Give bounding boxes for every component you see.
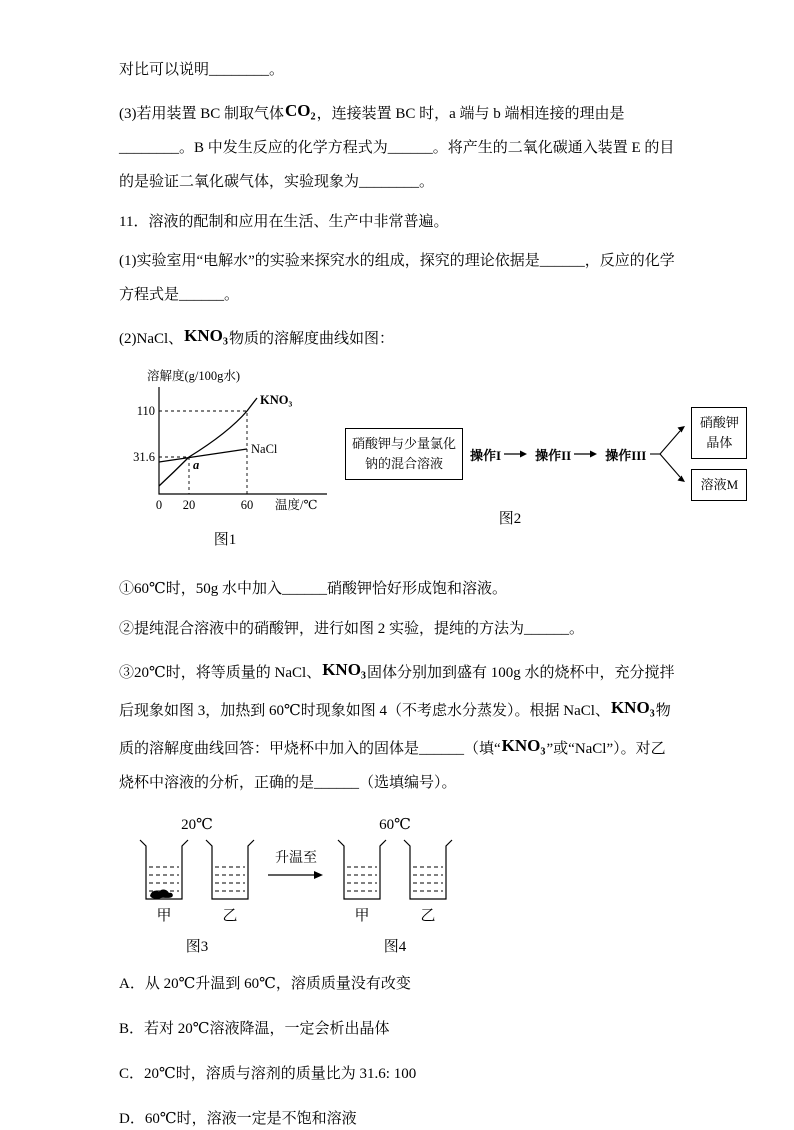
figure2-caption: 图2 [498,511,522,528]
text-run: (3)若用装置 BC 制取气体 [119,105,285,122]
paragraph-question-11-1: (1)实验室用“电解水”的实验来探究水的组成，探究的理论依据是______，反应的化学方程式是______。 [119,253,675,303]
figure4-group [337,815,453,956]
beaker-label-jia: 甲 [156,908,172,924]
figure1-block [119,367,331,549]
beaker-label-jia: 甲 [354,908,370,924]
operation-1-label: 操作I [470,447,502,463]
beaker-yi-fig4 [403,837,453,925]
figure-row-solubility [119,367,779,549]
point-a-label: a [193,458,200,472]
figure3-beaker-row [139,837,255,925]
formula-co2: CO₂ [285,100,316,120]
beaker-label-yi: 乙 [222,908,238,924]
text-run: ③20℃时，将等质量的 NaCl、 [119,664,322,681]
formula-kno3: KNO₃ [610,697,655,717]
kno3-series-label: KNO₃ [260,393,293,407]
beaker-with-residue-icon [139,837,189,903]
figure-3-4-beakers [139,815,679,956]
heating-arrow-label: 升温至 [275,851,317,866]
text-run: 固体分别加到盛有 100g 水的烧杯中，充分搅拌后现象如图 3，加热到 60℃时现象如图 4（不考虑水分蒸发）。根据 NaCl、 [119,664,675,719]
undissolved-solid [150,889,173,898]
beaker-icon [337,837,387,903]
beaker-icon [205,837,255,903]
branch-arrows-icon [649,410,689,498]
chart-axes [159,387,327,494]
figure4-beaker-row [337,837,453,925]
figure3-group [139,815,255,956]
flow-outputs [691,407,747,501]
dashed-guide-lines [159,411,247,494]
x-tick-60: 60 [240,498,254,512]
text-run: ，连接装置 BC 时，a 端与 b 端相连接的理由是________。B 中发生反应的化学方程式为______。将产生的二氧化碳通入装置 E 的目的是验证二氧化碳气体，实验现象为________。 [119,105,675,190]
paragraph-sub2: ②提纯混合溶液中的硝酸钾，进行如图 2 实验，提纯的方法为______。 [119,620,585,637]
figure2-block [345,367,747,528]
flow-source-box: 硝酸钾与少量氯化钠的混合溶液 [345,428,463,480]
heating-arrow-group [267,847,325,881]
option-d: D．60℃时，溶液一定是不饱和溶液 [119,1111,357,1127]
formula-kno3: KNO₃ [501,736,546,755]
option-c: C．20℃时，溶质与溶剂的质量比为 31.6: 100 [119,1066,417,1082]
beaker-label-yi: 乙 [420,908,436,924]
temperature-label-20: 20℃ [181,817,213,833]
figure3-caption: 图3 [185,939,209,955]
formula-kno3: KNO₃ [322,659,367,679]
text-run: 物质的溶解度曲线如图： [228,330,394,347]
paragraph-question-3 [119,94,679,200]
nacl-curve [159,449,247,462]
y-axis-label: 溶解度(g/100g水) [147,369,241,383]
y-tick-31-6: 31.6 [133,450,155,464]
operation-2-label: 操作II [535,447,572,463]
text-run: ”或“NaCl”）。对乙烧杯中溶液的分析，正确的是______（选填编号）。 [119,741,666,792]
beaker-jia-fig3 [139,837,189,925]
text-run: 物质的溶解度曲线回答：甲烧杯中加入的固体是______（填“ [119,702,671,757]
x-tick-20: 20 [182,498,196,512]
option-a: A．从 20℃升温到 60℃，溶质质量没有改变 [119,976,411,992]
paragraph-sub1: ①60℃时，50g 水中加入______硝酸钾恰好形成饱和溶液。 [119,581,508,597]
beaker-jia-fig4 [337,837,387,925]
x-axis-label: 温度/℃ [275,498,318,512]
nacl-series-label: NaCl [251,442,278,456]
heating-right-arrow-icon [267,869,325,881]
output-solution-box: 溶液M [691,469,747,501]
solubility-chart [119,367,331,517]
figure1-caption: 图1 [213,532,237,548]
flow-diagram [345,407,747,501]
output-crystal-box: 硝酸钾晶体 [691,407,747,459]
figure4-caption: 图4 [383,939,407,955]
temperature-label-60: 60℃ [379,817,411,833]
option-b: B．若对 20℃溶液降温，一定会析出晶体 [119,1021,390,1037]
right-arrow-icon [574,449,598,459]
paragraph-sub3 [119,653,679,802]
paragraph-conclusion-blank: 对比可以说明________。 [119,62,285,78]
text-run: (2)NaCl、 [119,330,184,347]
beaker-icon [403,837,453,903]
right-arrow-icon [504,449,528,459]
y-tick-110: 110 [136,404,155,418]
beaker-yi-fig3 [205,837,255,925]
x-tick-0: 0 [155,498,163,512]
paragraph-question-11-2 [119,319,679,357]
paragraph-question-11: 11．溶液的配制和应用在生活、生产中非常普遍。 [119,213,449,230]
operation-3-label: 操作III [605,447,647,463]
formula-kno3: KNO₃ [184,325,228,345]
answer-options [119,974,679,1130]
